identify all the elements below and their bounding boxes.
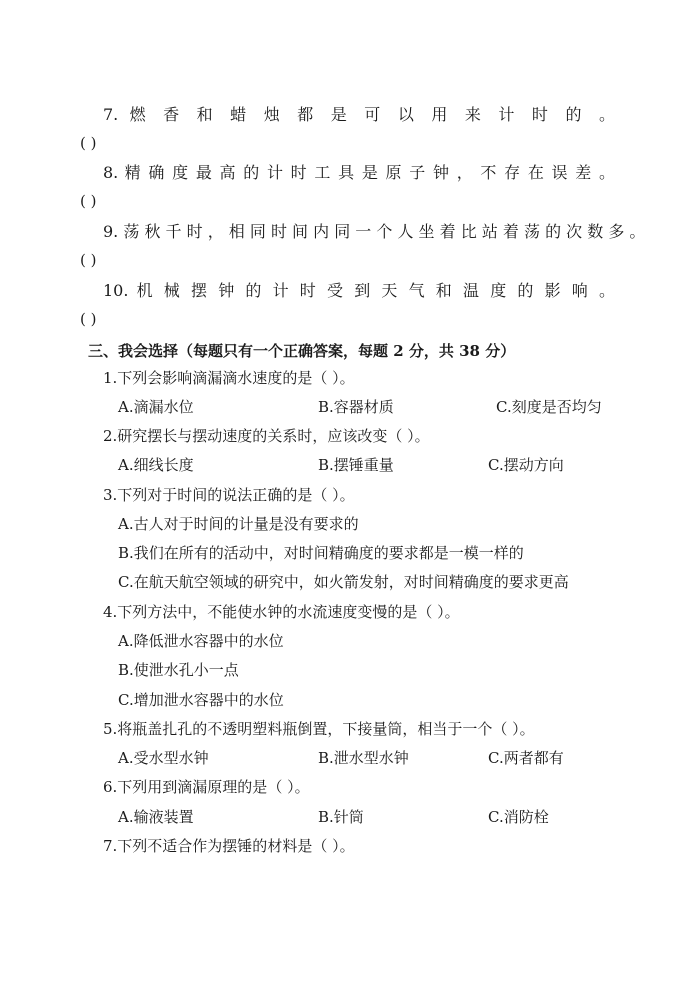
question-1-stem: 1.下列会影响滴漏滴水速度的是（ ）。 [103,369,355,387]
tf-item-10: 10. 机 械 摆 钟 的 计 时 受 到 天 气 和 温 度 的 影 响 。 [103,281,615,300]
question-3-option-c[interactable]: C.在航天航空领域的研究中，如火箭发射，对时间精确度的要求更高 [118,573,569,591]
section-title-choice: 三、我会选择（每题只有一个正确答案，每题 2 分，共 38 分） [88,342,516,360]
question-1-option-b[interactable]: B.容器材质 [318,398,394,416]
question-6-option-c[interactable]: C.消防栓 [488,808,549,826]
question-3-stem: 3.下列对于时间的说法正确的是（ ）。 [103,486,355,504]
question-7-stem: 7.下列不适合作为摆锤的材料是（ ）。 [103,837,355,855]
question-1-option-a[interactable]: A.滴漏水位 [118,398,194,416]
question-6-option-b[interactable]: B.针筒 [318,808,364,826]
question-3-option-a[interactable]: A.古人对于时间的计量是没有要求的 [118,515,359,533]
question-1-option-c[interactable]: C.刻度是否均匀 [496,398,602,416]
question-2-option-c[interactable]: C.摆动方向 [488,456,564,474]
tf-answer-paren-10[interactable]: ( ) [80,310,97,328]
question-6-stem: 6.下列用到滴漏原理的是（ ）。 [103,778,310,796]
question-5-option-b[interactable]: B.泄水型水钟 [318,749,409,767]
tf-item-7: 7. 燃 香 和 蜡 烛 都 是 可 以 用 来 计 时 的 。 [103,105,615,124]
tf-item-9: 9. 荡 秋 千 时 ， 相 同 时 间 内 同 一 个 人 坐 着 比 站 着 荡 的 次 数 多 。 [103,222,646,241]
question-4-stem: 4.下列方法中，不能使水钟的水流速度变慢的是（ ）。 [103,603,460,621]
question-4-option-b[interactable]: B.使泄水孔小一点 [118,661,239,679]
question-5-stem: 5.将瓶盖扎孔的不透明塑料瓶倒置，下接量筒，相当于一个（ ）。 [103,720,535,738]
question-4-option-a[interactable]: A.降低泄水容器中的水位 [118,632,284,650]
question-2-stem: 2.研究摆长与摆动速度的关系时，应该改变（ ）。 [103,427,430,445]
tf-item-8: 8. 精 确 度 最 高 的 计 时 工 具 是 原 子 钟 ， 不 存 在 误 差 。 [103,163,615,182]
question-2-option-a[interactable]: A.细线长度 [118,456,194,474]
question-5-option-c[interactable]: C.两者都有 [488,749,564,767]
question-6-option-a[interactable]: A.输液装置 [118,808,194,826]
question-4-option-c[interactable]: C.增加泄水容器中的水位 [118,691,284,709]
tf-answer-paren-7[interactable]: ( ) [80,134,97,152]
question-2-option-b[interactable]: B.摆锤重量 [318,456,394,474]
question-5-option-a[interactable]: A.受水型水钟 [118,749,209,767]
tf-answer-paren-8[interactable]: ( ) [80,192,97,210]
question-3-option-b[interactable]: B.我们在所有的活动中，对时间精确度的要求都是一模一样的 [118,544,524,562]
tf-answer-paren-9[interactable]: ( ) [80,251,97,269]
